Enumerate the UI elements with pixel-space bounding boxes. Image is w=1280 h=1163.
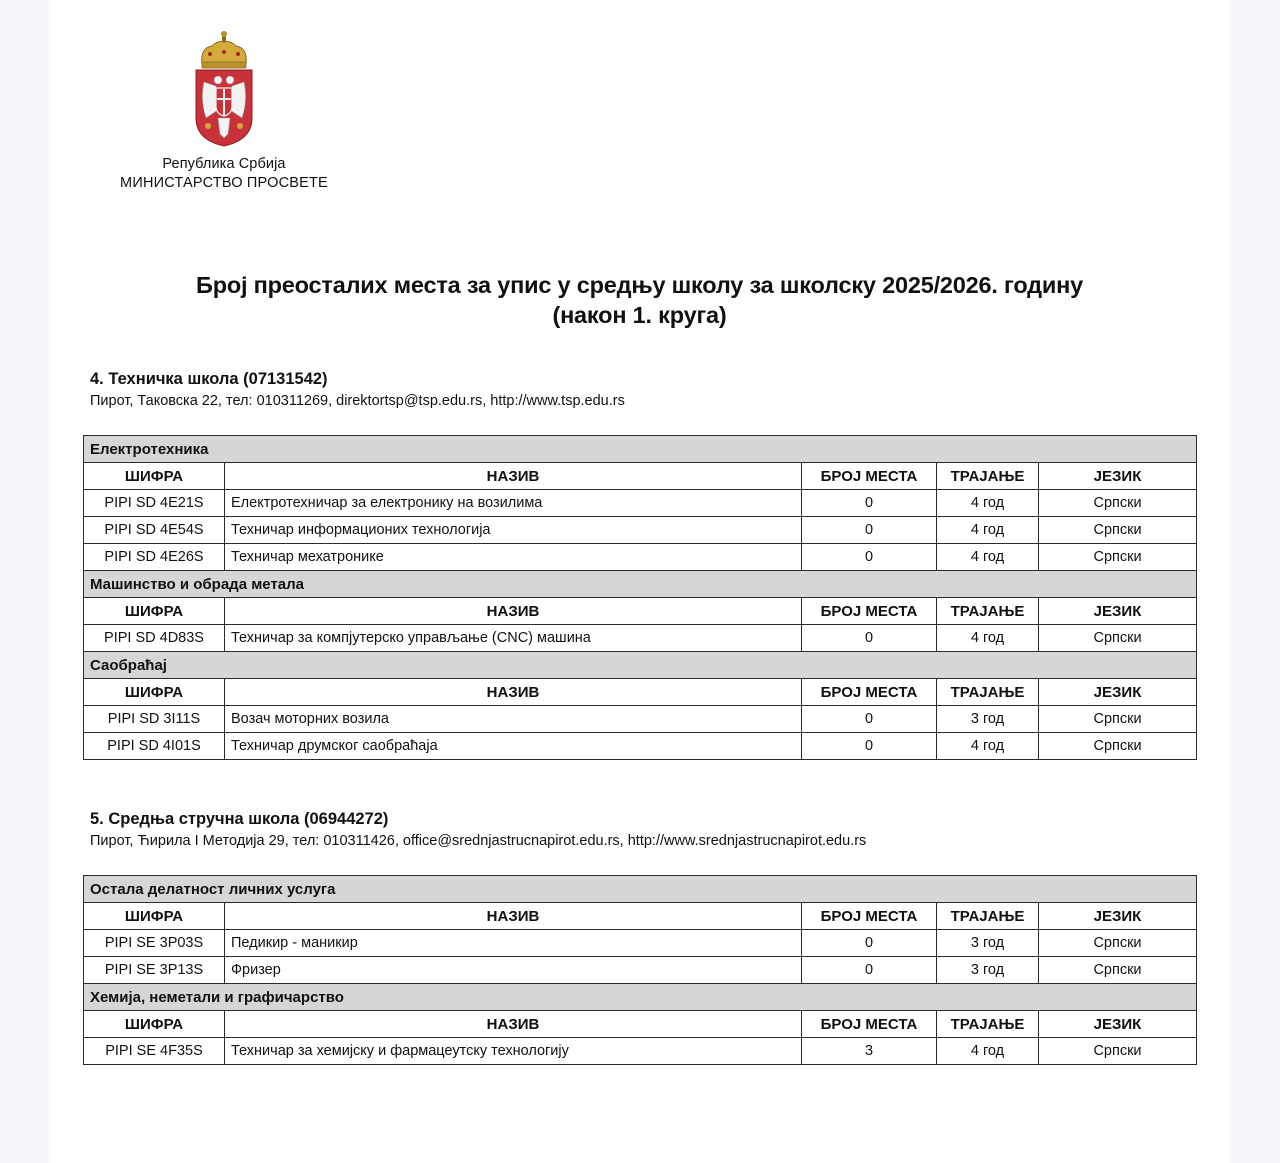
program-name: Електротехничар за електронику на возилима [225, 490, 802, 517]
program-places: 3 [802, 1038, 937, 1065]
program-language: Српски [1039, 544, 1197, 571]
col-code-header: ШИФРА [84, 463, 225, 490]
program-places: 0 [802, 490, 937, 517]
program-name: Техничар за хемијску и фармацеутску технологију [225, 1038, 802, 1065]
program-language: Српски [1039, 733, 1197, 760]
program-code: PIPI SD 4D83S [84, 625, 225, 652]
table-row [84, 733, 1197, 760]
program-name: Техничар информационих технологија [225, 517, 802, 544]
program-code: PIPI SE 4F35S [84, 1038, 225, 1065]
program-language: Српски [1039, 490, 1197, 517]
col-name-header: НАЗИВ [225, 903, 802, 930]
program-code: PIPI SE 3P13S [84, 957, 225, 984]
table-row [84, 490, 1197, 517]
table-row [84, 706, 1197, 733]
program-name: Возач моторних возила [225, 706, 802, 733]
area-title: Саобраћај [84, 652, 1197, 679]
program-code: PIPI SE 3P03S [84, 930, 225, 957]
col-code-header: ШИФРА [84, 598, 225, 625]
school-programs-table [83, 875, 1197, 1065]
table-row [84, 517, 1197, 544]
area-title: Машинство и обрада метала [84, 571, 1197, 598]
program-duration: 4 год [937, 544, 1039, 571]
col-duration-header: ТРАЈАЊЕ [937, 463, 1039, 490]
program-places: 0 [802, 957, 937, 984]
table-row [84, 957, 1197, 984]
school-contact: Пирот, Таковска 22, тел: 010311269, direktortsp@tsp.edu.rs, http://www.tsp.edu.rs [90, 393, 625, 409]
column-header-row [84, 679, 1197, 706]
program-language: Српски [1039, 706, 1197, 733]
program-places: 0 [802, 733, 937, 760]
program-places: 0 [802, 706, 937, 733]
school-contact: Пирот, Ћирила I Методија 29, тел: 010311426, office@srednjastrucnapirot.edu.rs, http://www.srednjastrucnapirot.edu.rs [90, 833, 867, 849]
document-title [49, 270, 1230, 330]
program-duration: 4 год [937, 733, 1039, 760]
program-name: Техничар за компјутерско управљање (CNC) машина [225, 625, 802, 652]
program-duration: 4 год [937, 490, 1039, 517]
col-places-header: БРОЈ МЕСТА [802, 463, 937, 490]
school-heading [90, 369, 1202, 411]
col-name-header: НАЗИВ [225, 679, 802, 706]
program-name: Фризер [225, 957, 802, 984]
program-code: PIPI SD 4E54S [84, 517, 225, 544]
area-title: Хемија, неметали и графичарство [84, 984, 1197, 1011]
column-header-row [84, 903, 1197, 930]
col-duration-header: ТРАЈАЊЕ [937, 679, 1039, 706]
school-name: 5. Средња стручна школа (06944272) [90, 810, 389, 828]
col-language-header: ЈЕЗИК [1039, 1011, 1197, 1038]
area-title: Електротехника [84, 436, 1197, 463]
area-row [84, 984, 1197, 1011]
program-duration: 3 год [937, 957, 1039, 984]
column-header-row [84, 1011, 1197, 1038]
program-language: Српски [1039, 1038, 1197, 1065]
area-row [84, 652, 1197, 679]
program-language: Српски [1039, 930, 1197, 957]
school-heading [90, 809, 1202, 851]
col-language-header: ЈЕЗИК [1039, 598, 1197, 625]
table-row [84, 1038, 1197, 1065]
program-duration: 4 год [937, 625, 1039, 652]
program-duration: 4 год [937, 1038, 1039, 1065]
title-line-1: Број преосталих места за упис у средњу школу за школску 2025/2026. годину [196, 272, 1083, 298]
col-places-header: БРОЈ МЕСТА [802, 598, 937, 625]
school-programs-table [83, 435, 1197, 760]
col-name-header: НАЗИВ [225, 598, 802, 625]
col-places-header: БРОЈ МЕСТА [802, 903, 937, 930]
area-title: Остала делатност личних услуга [84, 876, 1197, 903]
table-row [84, 625, 1197, 652]
program-language: Српски [1039, 517, 1197, 544]
col-name-header: НАЗИВ [225, 1011, 802, 1038]
ministry-logo-block [109, 30, 339, 191]
col-language-header: ЈЕЗИК [1039, 903, 1197, 930]
col-places-header: БРОЈ МЕСТА [802, 679, 937, 706]
col-code-header: ШИФРА [84, 1011, 225, 1038]
col-duration-header: ТРАЈАЊЕ [937, 598, 1039, 625]
col-name-header: НАЗИВ [225, 463, 802, 490]
program-places: 0 [802, 930, 937, 957]
column-header-row [84, 463, 1197, 490]
area-row [84, 876, 1197, 903]
col-duration-header: ТРАЈАЊЕ [937, 903, 1039, 930]
area-row [84, 571, 1197, 598]
col-duration-header: ТРАЈАЊЕ [937, 1011, 1039, 1038]
table-row [84, 544, 1197, 571]
serbia-coat-of-arms-icon [188, 30, 260, 150]
col-language-header: ЈЕЗИК [1039, 679, 1197, 706]
column-header-row [84, 598, 1197, 625]
table-row [84, 930, 1197, 957]
program-code: PIPI SD 4E21S [84, 490, 225, 517]
program-language: Српски [1039, 625, 1197, 652]
col-language-header: ЈЕЗИК [1039, 463, 1197, 490]
program-code: PIPI SD 3I11S [84, 706, 225, 733]
republic-label: Република Србија [162, 156, 286, 172]
program-places: 0 [802, 544, 937, 571]
program-name: Техничар мехатронике [225, 544, 802, 571]
program-duration: 4 год [937, 517, 1039, 544]
program-name: Педикир - маникир [225, 930, 802, 957]
title-line-2: (након 1. круга) [552, 302, 727, 328]
program-duration: 3 год [937, 706, 1039, 733]
program-code: PIPI SD 4I01S [84, 733, 225, 760]
col-places-header: БРОЈ МЕСТА [802, 1011, 937, 1038]
program-places: 0 [802, 625, 937, 652]
program-name: Техничар друмског саобраћаја [225, 733, 802, 760]
program-duration: 3 год [937, 930, 1039, 957]
col-code-header: ШИФРА [84, 903, 225, 930]
school-name: 4. Техничка школа (07131542) [90, 370, 328, 388]
ministry-label: МИНИСТАРСТВО ПРОСВЕТЕ [120, 175, 328, 191]
area-row [84, 436, 1197, 463]
document-page [49, 0, 1230, 1163]
col-code-header: ШИФРА [84, 679, 225, 706]
program-places: 0 [802, 517, 937, 544]
program-code: PIPI SD 4E26S [84, 544, 225, 571]
program-language: Српски [1039, 957, 1197, 984]
